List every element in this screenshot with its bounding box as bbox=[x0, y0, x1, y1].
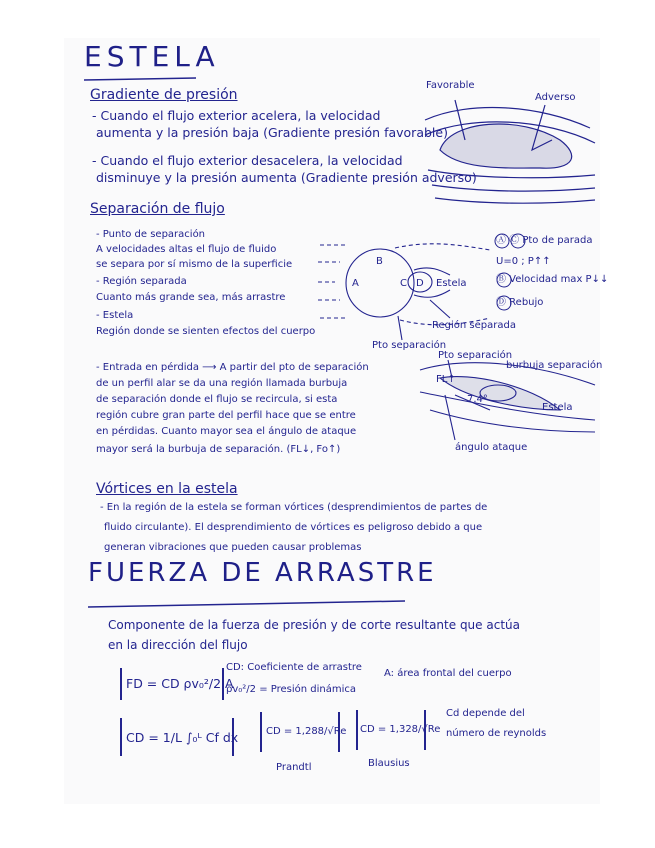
perdida-line-3: de separación donde el flujo se recircula, si esta bbox=[96, 394, 338, 405]
cd-integral-formula: CD = 1/L ∫₀ᴸ Cf dx bbox=[126, 730, 239, 745]
legend-line-1: Ⓐ Ⓒ Pto de parada bbox=[496, 235, 593, 246]
separacion-line-2: A velocidades altas el flujo de fluido bbox=[96, 244, 277, 255]
vortices-line-1: - En la región de la estela se forman vórtices (desprendimientos de partes de bbox=[100, 502, 488, 513]
point-a: A bbox=[352, 278, 359, 289]
favorable-label: Favorable bbox=[426, 80, 475, 91]
angulo-label: ángulo ataque bbox=[455, 442, 528, 453]
separacion-line-1: - Punto de separación bbox=[96, 229, 206, 240]
blasius-formula: CD = 1,328/√Re bbox=[360, 724, 441, 735]
pto-separacion-label: Pto separación bbox=[372, 340, 447, 351]
gradiente-line-2: aumenta y la presión baja (Gradiente presión favorable) bbox=[96, 125, 448, 140]
separacion-heading: Separación de flujo bbox=[90, 201, 225, 217]
point-d: D bbox=[416, 278, 424, 289]
note-line-1: Cd depende del bbox=[446, 708, 525, 719]
gradiente-line-4: disminuye y la presión aumenta (Gradiente presión adverso) bbox=[96, 170, 477, 185]
legend-line-4: Ⓓ Rebujo bbox=[496, 297, 544, 308]
arrastre-intro-2: en la dirección del flujo bbox=[108, 638, 248, 652]
cd-definition: CD: Coeficiente de arrastre bbox=[226, 662, 362, 673]
arrastre-intro-1: Componente de la fuerza de presión y de corte resultante que actúa bbox=[108, 618, 520, 632]
blasius-label: Blausius bbox=[368, 758, 410, 769]
estela-label-2: Estela bbox=[542, 402, 573, 413]
perdida-line-6: mayor será la burbuja de separación. (FL↓, Fo↑) bbox=[96, 444, 341, 455]
pv-definition: ρv₀²/2 = Presión dinámica bbox=[226, 684, 357, 695]
angle-label: 7.4° bbox=[467, 394, 488, 405]
note-line-2: número de reynolds bbox=[446, 728, 547, 739]
fd-formula: FD = CD ρv₀²/2 A bbox=[126, 676, 234, 691]
separacion-line-3: se separa por sí mismo de la superficie bbox=[96, 259, 293, 270]
separacion-line-5: Cuanto más grande sea, más arrastre bbox=[96, 292, 286, 303]
perdida-line-5: en pérdidas. Cuanto mayor sea el ángulo de ataque bbox=[96, 426, 357, 437]
prandtl-formula: CD = 1,288/√Re bbox=[266, 726, 347, 737]
point-b: B bbox=[376, 256, 383, 267]
perdida-line-2: de un perfil alar se da una región llamada burbuja bbox=[96, 378, 348, 389]
point-c: C bbox=[400, 278, 407, 289]
vortices-line-3: generan vibraciones que pueden causar problemas bbox=[104, 542, 362, 553]
separacion-line-7: Región donde se sienten efectos del cuerpo bbox=[96, 326, 316, 337]
region-separada-label: Región separada bbox=[432, 320, 516, 331]
perdida-line-4: región cubre gran parte del perfil hace que se entre bbox=[96, 410, 356, 421]
gradiente-line-3: - Cuando el flujo exterior desacelera, la velocidad bbox=[92, 153, 403, 168]
legend-line-2: U=0 ; P↑↑ bbox=[496, 256, 551, 267]
prandtl-label: Prandtl bbox=[276, 762, 312, 773]
legend-line-3: Ⓑ Velocidad max P↓↓ bbox=[496, 274, 609, 285]
page-title: ESTELA bbox=[84, 40, 220, 73]
gradiente-line-1: - Cuando el flujo exterior acelera, la velocidad bbox=[92, 108, 381, 123]
gradiente-heading: Gradiente de presión bbox=[90, 87, 238, 103]
adverso-label: Adverso bbox=[535, 92, 576, 103]
area-definition: A: área frontal del cuerpo bbox=[384, 668, 512, 679]
perdida-line-1: - Entrada en pérdida ⟶ A partir del pto de separación bbox=[96, 362, 369, 373]
pto-separacion-label-2: Pto separación bbox=[438, 350, 513, 361]
arrastre-title: FUERZA DE ARRASTRE bbox=[88, 558, 437, 588]
separacion-line-6: - Estela bbox=[96, 310, 134, 321]
fl-label: FL↑ bbox=[436, 374, 456, 385]
vortices-heading: Vórtices en la estela bbox=[96, 481, 238, 497]
estela-label: Estela bbox=[436, 278, 467, 289]
vortices-line-2: fluido circulante). El desprendimiento de vórtices es peligroso debido a que bbox=[104, 522, 483, 533]
separacion-line-4: - Región separada bbox=[96, 276, 187, 287]
burbuja-label: burbuja separación bbox=[506, 360, 603, 371]
